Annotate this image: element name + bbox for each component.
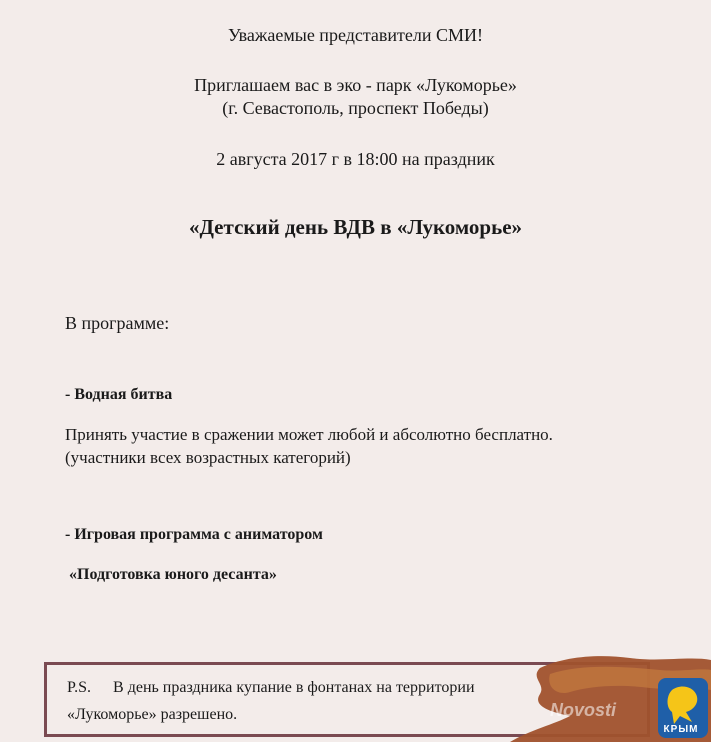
ps-line-1 — [67, 677, 475, 699]
program-item-2-subtitle: «Подготовка юного десанта» — [69, 566, 277, 583]
invite-line-2: (г. Севастополь, проспект Победы) — [222, 98, 489, 118]
program-item-1-title: - Водная битва — [65, 386, 173, 403]
watermark-text: Novosti — [549, 700, 616, 720]
event-datetime: 2 августа 2017 г в 18:00 на праздник — [216, 149, 495, 169]
program-heading: В программе: — [65, 313, 170, 333]
program-item-2-title: - Игровая программа с аниматором — [65, 526, 323, 543]
event-title: «Детский день ВДВ в «Лукоморье» — [188, 215, 523, 239]
ps-label: P.S. — [67, 679, 92, 696]
program-item-1-desc-2: (участники всех возрастных категорий) — [65, 448, 351, 467]
program-item-1-desc-1: Принять участие в сражении может любой и абсолютно бесплатно. — [65, 425, 553, 444]
ps-text-1: В день праздника купание в фонтанах на территории — [113, 679, 475, 696]
greeting: Уважаемые представители СМИ! — [227, 25, 484, 45]
region-badge: КРЫМ — [663, 724, 699, 735]
invite-line-1: Приглашаем вас в эко - парк «Лукоморье» — [194, 75, 517, 95]
ps-line-2: «Лукоморье» разрешено. — [67, 706, 238, 723]
